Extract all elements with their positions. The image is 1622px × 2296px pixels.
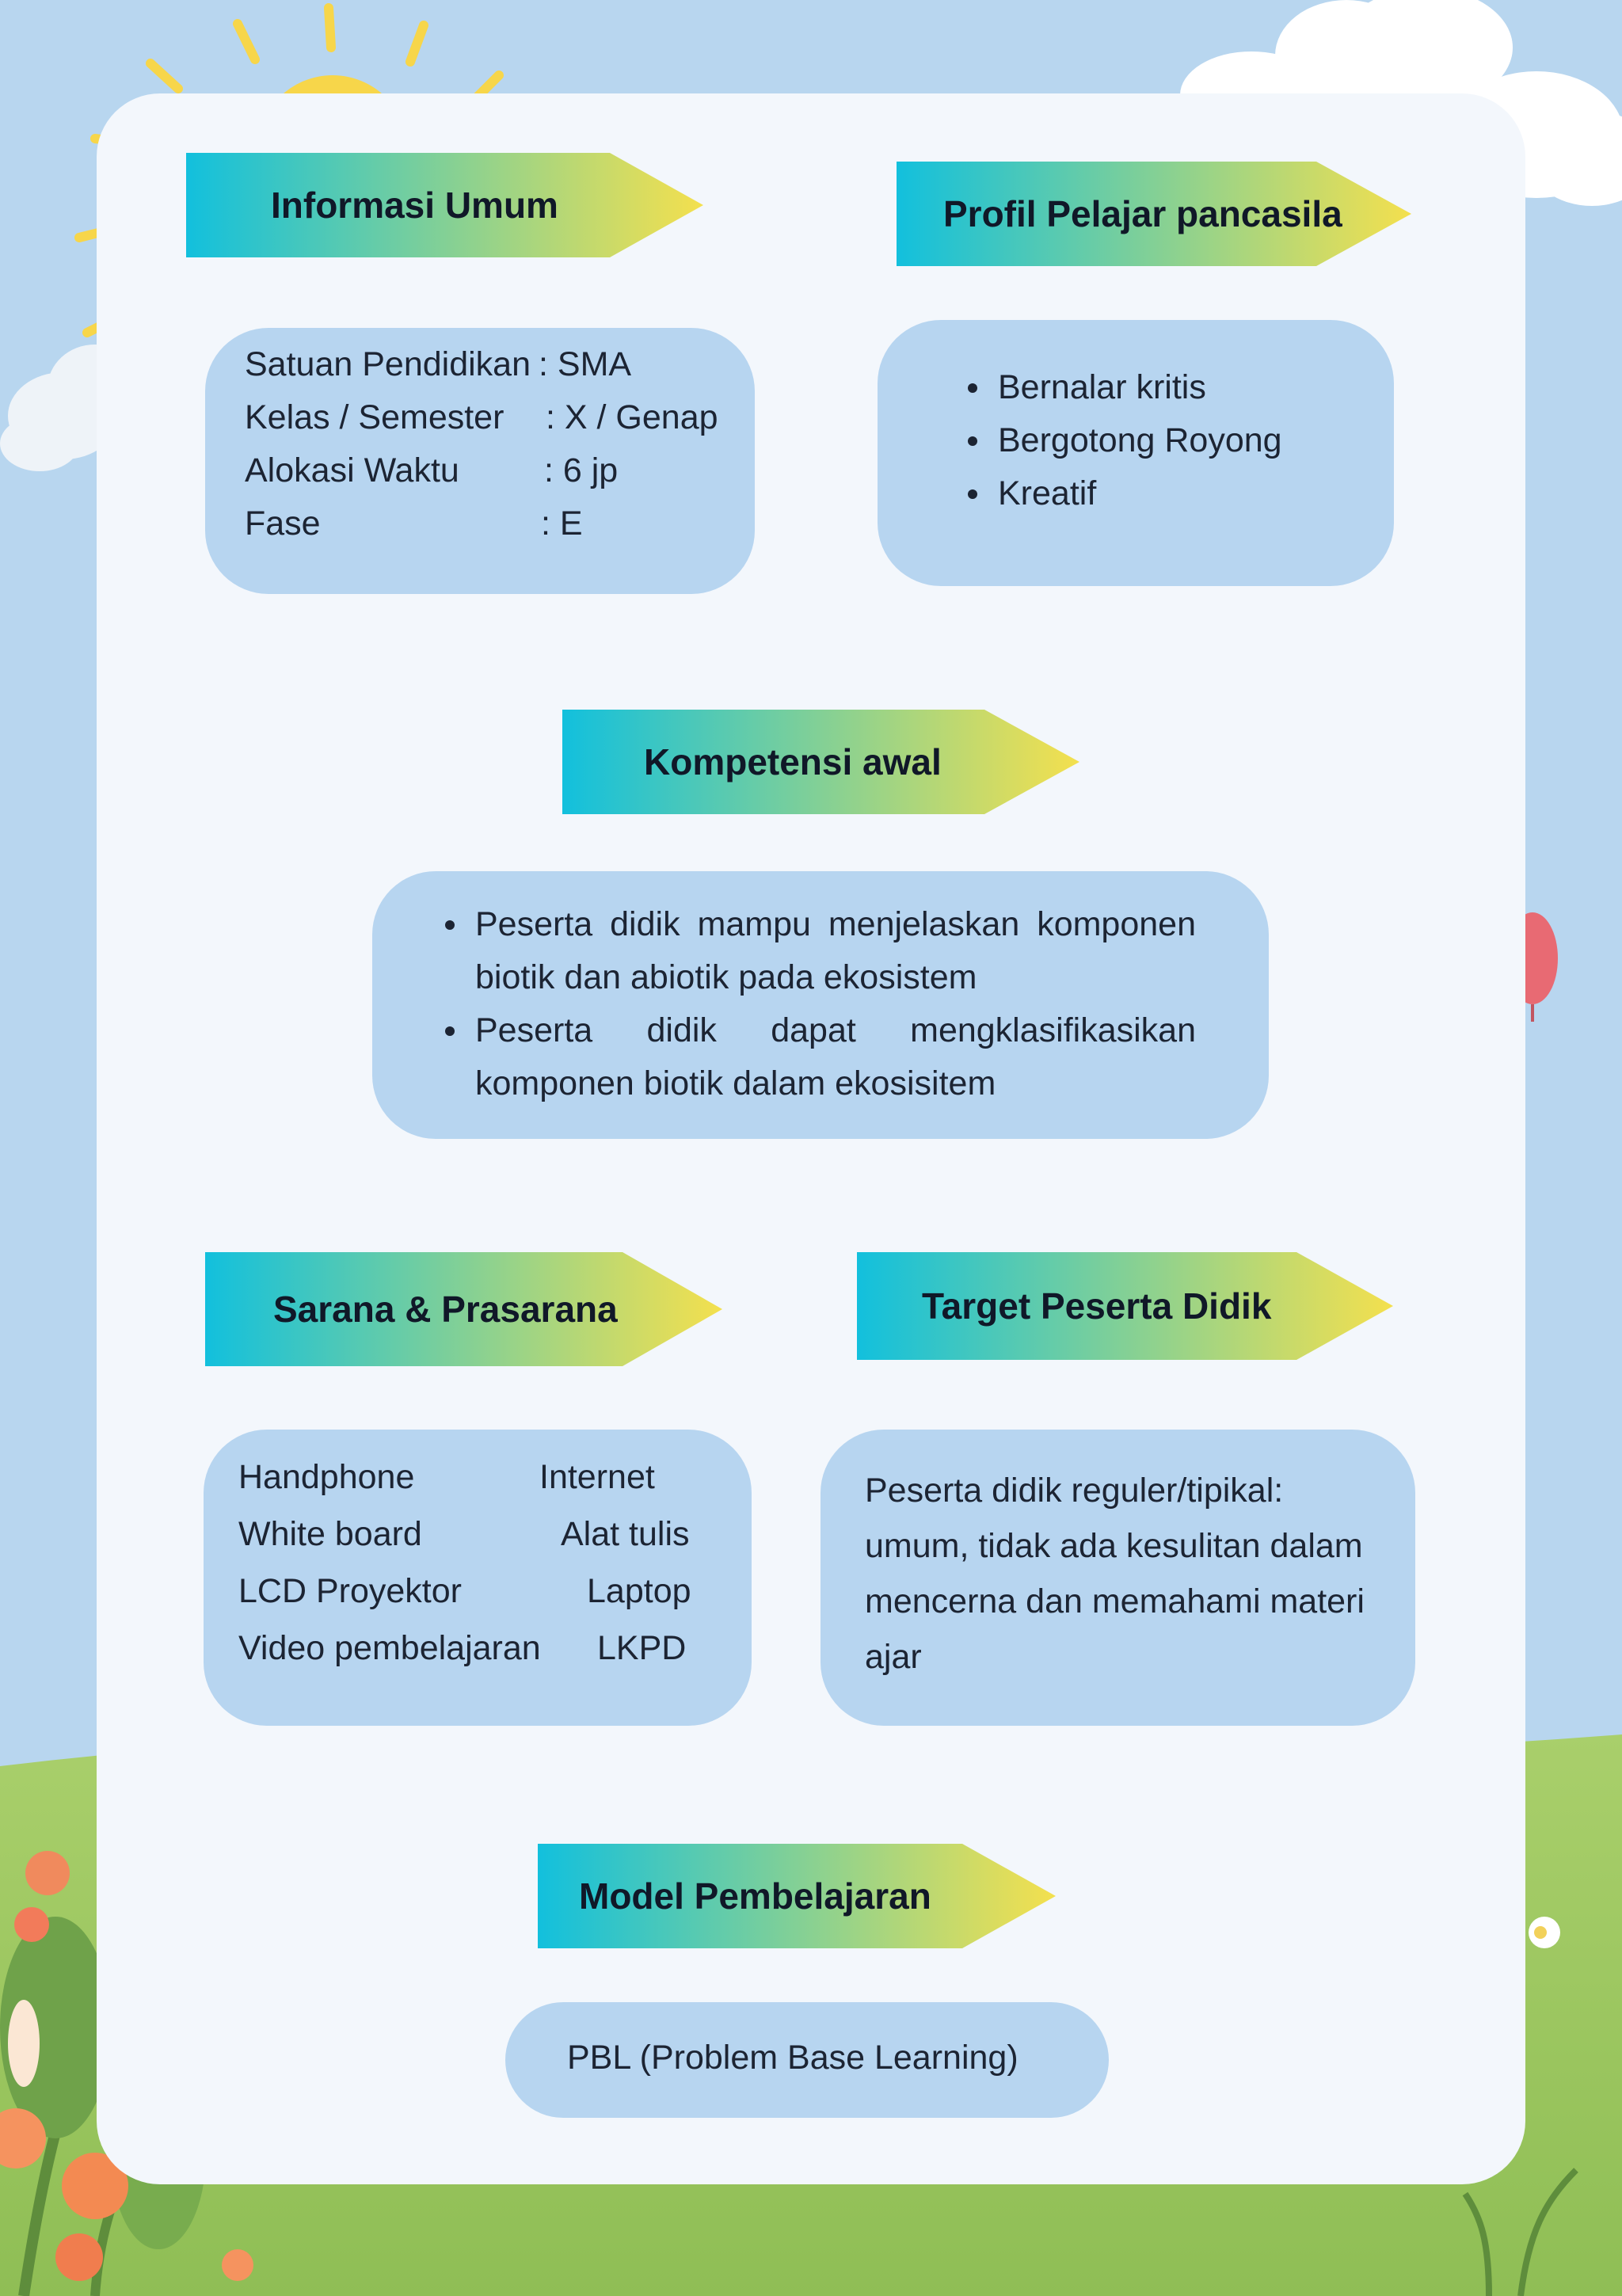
- sarana-item: LKPD: [597, 1629, 687, 1667]
- profil-pelajar-box: [878, 320, 1394, 586]
- list-item: Peserta didik dapat mengklasifikasikan komponen biotik dalam ekosisitem: [440, 1004, 1196, 1110]
- info-value: : X / Genap: [546, 398, 718, 436]
- target-peserta-box: [821, 1430, 1415, 1726]
- info-label: Alokasi Waktu: [245, 451, 459, 489]
- info-value: : E: [541, 505, 583, 543]
- section-title: Target Peserta Didik: [922, 1285, 1272, 1327]
- section-title: Kompetensi awal: [644, 741, 942, 782]
- kompetensi-list: [440, 898, 1196, 1110]
- list-item: Kreatif: [963, 467, 1282, 520]
- profil-list: [963, 361, 1282, 520]
- sarana-prasarana-box: [204, 1430, 752, 1726]
- model-pembelajaran-box: [505, 2002, 1109, 2118]
- info-label: Fase: [245, 505, 321, 543]
- list-item: Bernalar kritis: [963, 361, 1282, 414]
- list-item: Peserta didik mampu menjelaskan komponen biotik dan abiotik pada ekosistem: [440, 898, 1196, 1004]
- info-label: Satuan Pendidikan: [245, 345, 531, 383]
- section-title: Profil Pelajar pancasila: [943, 193, 1342, 234]
- sarana-item: LCD Proyektor: [238, 1572, 462, 1610]
- banner-informasi-umum: [186, 153, 703, 257]
- sarana-item: Video pembelajaran: [238, 1629, 541, 1667]
- section-title: Sarana & Prasarana: [273, 1289, 618, 1330]
- kompetensi-awal-box: [372, 871, 1269, 1139]
- section-title: Model Pembelajaran: [579, 1875, 931, 1917]
- info-value: : 6 jp: [544, 451, 619, 489]
- section-title: Informasi Umum: [271, 185, 558, 226]
- sarana-item: White board: [238, 1515, 422, 1553]
- banner-model-pembelajaran: [538, 1844, 1056, 1948]
- info-value: : SMA: [539, 345, 632, 383]
- sarana-item: Handphone: [238, 1458, 415, 1496]
- banner-sarana-prasarana: [205, 1252, 722, 1366]
- banner-target-peserta: [857, 1252, 1393, 1360]
- list-item: Bergotong Royong: [963, 414, 1282, 467]
- model-value: PBL (Problem Base Learning): [567, 2039, 1019, 2077]
- content-card: [97, 93, 1525, 2184]
- target-text: Peserta didik reguler/tipikal: umum, tidak ada kesulitan dalam mencerna dan memahami materi ajar: [865, 1472, 1365, 1676]
- banner-kompetensi-awal: [562, 710, 1079, 814]
- sarana-item: Alat tulis: [561, 1515, 690, 1553]
- sarana-item: Laptop: [587, 1572, 691, 1610]
- info-label: Kelas / Semester: [245, 398, 504, 436]
- sarana-item: Internet: [539, 1458, 655, 1496]
- informasi-umum-box: [205, 328, 755, 594]
- banner-profil-pelajar: [897, 162, 1411, 266]
